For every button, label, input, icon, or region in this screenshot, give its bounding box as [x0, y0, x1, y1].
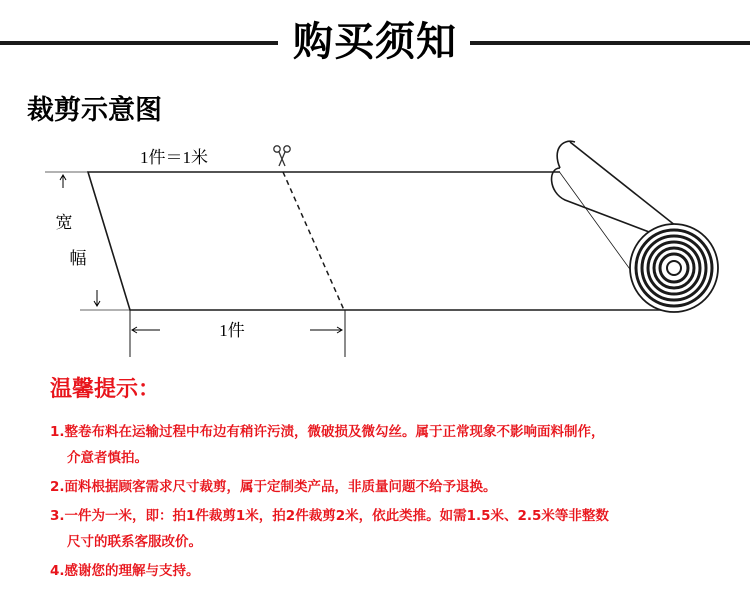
scissors-icon: [274, 146, 290, 166]
tip-line-continuation: 尺寸的联系客服改价。: [67, 534, 202, 550]
tip-item: [50, 503, 730, 555]
fabric-sheet: [88, 172, 660, 310]
section-title: 裁剪示意图: [27, 95, 162, 126]
tip-line: 3.一件为一米，即：拍1件裁剪1米，拍2件裁剪2米，依此类推。如需1.5米、2.5米等非整数: [50, 508, 609, 524]
tip-line: 2.面料根据顾客需求尺寸裁剪，属于定制类产品，非质量问题不给予退换。: [50, 479, 497, 495]
width-label-2: 幅: [69, 249, 87, 268]
tips-title: 温馨提示：: [50, 377, 161, 402]
fabric-roll-cap: [557, 141, 575, 168]
tip-item: [50, 419, 730, 471]
cutting-diagram: [0, 130, 750, 360]
width-label-1: 宽: [55, 213, 73, 232]
top-label: 1件＝1米: [140, 148, 208, 167]
page-title: 购买须知: [293, 19, 457, 65]
tip-line: 1.整卷布料在运输过程中布边有稍许污渍，微破损及微勾丝。属于正常现象不影响面料制作，: [50, 424, 605, 440]
tip-line: 4.感谢您的理解与支持。: [50, 563, 200, 579]
bottom-label: 1件: [219, 321, 245, 340]
tip-item: [50, 558, 730, 584]
tip-line-continuation: 介意者慎拍。: [67, 450, 148, 466]
tip-item: [50, 474, 730, 500]
fabric-roll-spiral: [630, 224, 718, 312]
